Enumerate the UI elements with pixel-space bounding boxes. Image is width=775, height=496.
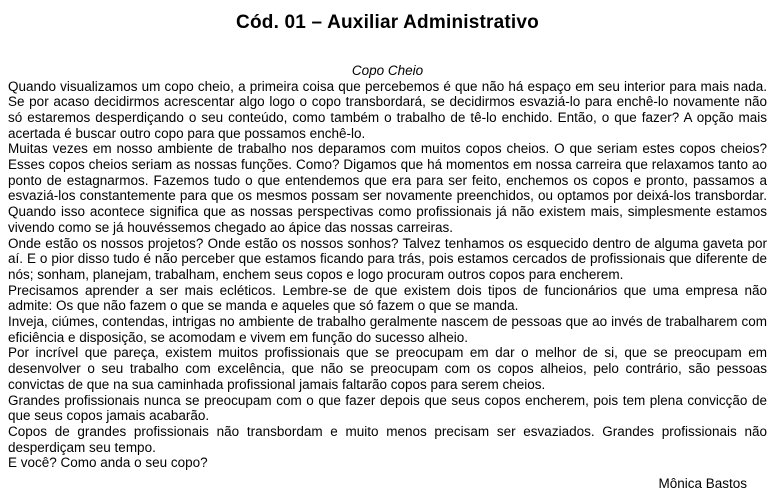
document-body — [8, 79, 767, 472]
document-title: Cód. 01 – Auxiliar Administrativo — [236, 12, 539, 33]
paragraph: Precisamos aprender a ser mais ecléticos. Lembre-se de que existem dois tipos de funcionários que uma empresa não admite: Os que não fazem o que se manda e aqueles que só fazem o que se manda. — [8, 282, 767, 314]
paragraph: Grandes profissionais nunca se preocupam com o que fazer depois que seus copos encherem, pois tem plena convicção de que seus copos jamais acabarão. — [8, 392, 767, 424]
paragraph: Onde estão os nossos projetos? Onde estão os nossos sonhos? Talvez tenhamos os esquecido dentro de alguma gaveta por aí. E o pior disso tudo é não perceber que estamos ficando para trás, pois estamos cercados de profissionais que diferente de nós; sonham, planejam, trabalham, enchem seus copos e logo procuram outros copos para encherem. — [8, 235, 767, 282]
paragraph: Copos de grandes profissionais não transbordam e muito menos precisam ser esvaziados. Grandes profissionais não desperdiçam seu tempo. — [8, 423, 767, 455]
paragraph: Muitas vezes em nosso ambiente de trabalho nos deparamos com muitos copos cheios. O que seriam estes copos cheios? Esses copos cheios seriam as nossas funções. Como? Digamos que há momentos em nossa carreira que relaxamos tanto ao ponto de estagnarmos. Fazemos tudo o que entendemos que era para ser feito, enchemos os copos e pronto, passamos a esvaziá-los constantemente para que os mesmos possam ser novamente preenchidos, ou optamos por deixá-los transbordar. Quando isso acontece significa que as nossas perspectivas como profissionais já não existem mais, simplesmente estamos vivendo como se já houvéssemos chegado ao ápice das nossas carreiras. — [8, 141, 767, 235]
paragraph: Quando visualizamos um copo cheio, a primeira coisa que percebemos é que não há espaço em seu interior para mais nada. Se por acaso decidirmos acrescentar algo logo o copo transbordará, se decidirmos esvaziá-lo para enchê-lo novamente não só estaremos desperdiçando o seu conteúdo, como também o trabalho de tê-lo enchido. Então, o que fazer? A opção mais acertada é buscar outro copo para que possamos enchê-lo. — [8, 78, 767, 141]
story-title: Copo Cheio — [351, 63, 424, 78]
paragraph: Por incrível que pareça, existem muitos profissionais que se preocupam em dar o melhor de si, que se preocupam em desenvolver o seu trabalho com excelência, que não se preocupam com os copos alheios, pelo contrário, são pessoas convictas de que na sua caminhada profissional jamais faltarão copos para serem cheios. — [8, 345, 767, 392]
author-signature: Mônica Bastos — [658, 476, 747, 492]
paragraph: Inveja, ciúmes, contendas, intrigas no ambiente de trabalho geralmente nascem de pessoas que ao invés de trabalharem com eficiência e disposição, se acomodam e vivem em função do sucesso alheio. — [8, 314, 767, 345]
paragraph: E você? Como anda o seu copo? — [8, 455, 208, 471]
